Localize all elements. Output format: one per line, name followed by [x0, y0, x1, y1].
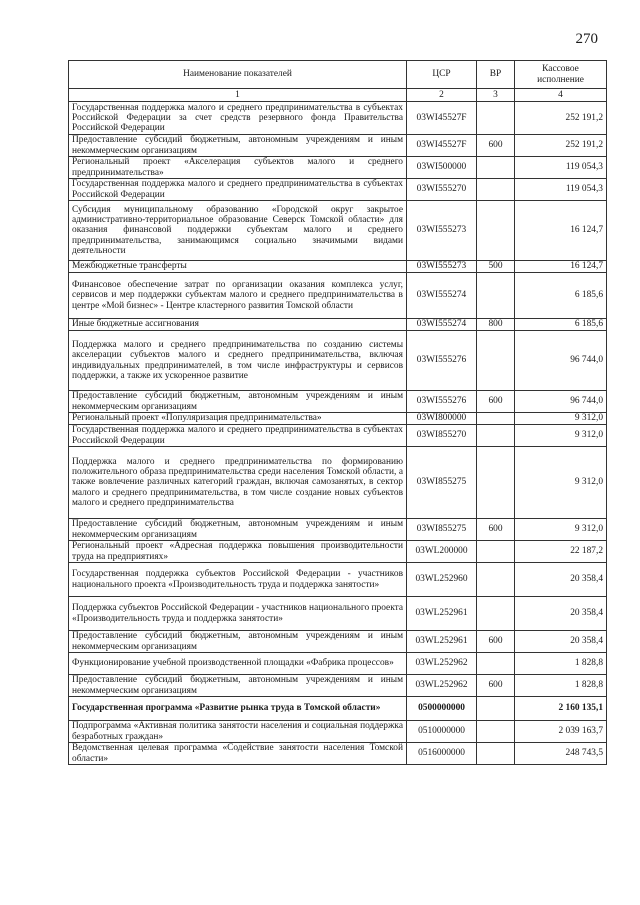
row-vr	[477, 743, 515, 765]
table-row	[69, 425, 607, 447]
row-name: Поддержка субъектов Российской Федерации - участников национального проекта «Производительность труда и поддержка занятости»	[69, 597, 407, 631]
row-name: Предоставление субсидий бюджетным, автономным учреждениям и иным некоммерческим организациям	[69, 135, 407, 157]
row-sum: 22 187,2	[515, 541, 607, 563]
row-vr	[477, 697, 515, 721]
row-vr: 600	[477, 519, 515, 541]
row-csr: 03WI855270	[407, 425, 477, 447]
row-csr: 03WI555276	[407, 331, 477, 391]
row-csr: 03WL252961	[407, 631, 477, 653]
table-row	[69, 721, 607, 743]
header-csr: ЦСР	[407, 61, 477, 89]
row-name: Предоставление субсидий бюджетным, автономным учреждениям и иным некоммерческим организациям	[69, 519, 407, 541]
row-vr: 600	[477, 675, 515, 697]
row-vr	[477, 425, 515, 447]
row-sum: 96 744,0	[515, 391, 607, 413]
row-vr	[477, 201, 515, 261]
row-sum: 2 160 135,1	[515, 697, 607, 721]
table-row	[69, 179, 607, 201]
row-name: Государственная программа «Развитие рынка труда в Томской области»	[69, 697, 407, 721]
row-csr: 03WI555274	[407, 319, 477, 331]
row-csr: 03WI45527F	[407, 135, 477, 157]
row-csr: 03WI500000	[407, 157, 477, 179]
row-name: Региональный проект «Популяризация предпринимательства»	[69, 413, 407, 425]
row-name: Межбюджетные трансферты	[69, 261, 407, 273]
row-sum: 20 358,4	[515, 631, 607, 653]
row-name: Финансовое обеспечение затрат по организации оказания комплекса услуг, сервисов и мер поддержки субъектам малого и среднего предпринимательства в центре «Мой бизнес» - Центре кластерного развития Томской области	[69, 273, 407, 319]
row-csr: 03WI800000	[407, 413, 477, 425]
row-csr: 0500000000	[407, 697, 477, 721]
row-sum: 1 828,8	[515, 675, 607, 697]
table-row	[69, 391, 607, 413]
row-sum: 119 054,3	[515, 179, 607, 201]
row-csr: 03WI555276	[407, 391, 477, 413]
row-vr	[477, 563, 515, 597]
row-sum: 1 828,8	[515, 653, 607, 675]
row-csr: 03WL252961	[407, 597, 477, 631]
row-sum: 6 185,6	[515, 319, 607, 331]
row-name: Подпрограмма «Активная политика занятости населения и социальная поддержка безработных граждан»	[69, 721, 407, 743]
row-name: Государственная поддержка малого и среднего предпринимательства в субъектах Российской Федерации	[69, 179, 407, 201]
table-row	[69, 319, 607, 331]
table-row	[69, 413, 607, 425]
table-row	[69, 541, 607, 563]
table-row	[69, 743, 607, 765]
row-sum: 9 312,0	[515, 413, 607, 425]
index-cell: 2	[407, 89, 477, 102]
row-vr	[477, 102, 515, 135]
row-sum: 252 191,2	[515, 135, 607, 157]
table-row	[69, 201, 607, 261]
row-name: Государственная поддержка малого и среднего предпринимательства в субъектах Российской Федерации за счет средств резервного фонда Правительства Российской Федерации	[69, 102, 407, 135]
table-row	[69, 102, 607, 135]
row-name: Предоставление субсидий бюджетным, автономным учреждениям и иным некоммерческим организациям	[69, 391, 407, 413]
row-vr: 800	[477, 319, 515, 331]
row-sum: 9 312,0	[515, 425, 607, 447]
row-vr: 600	[477, 391, 515, 413]
row-csr: 03WI555270	[407, 179, 477, 201]
header-name: Наименование показателей	[69, 61, 407, 89]
row-vr	[477, 653, 515, 675]
row-csr: 03WI855275	[407, 447, 477, 519]
row-name: Региональный проект «Адресная поддержка повышения производительности труда на предприятиях»	[69, 541, 407, 563]
row-vr: 500	[477, 261, 515, 273]
index-cell: 3	[477, 89, 515, 102]
row-sum: 20 358,4	[515, 597, 607, 631]
header-vr: ВР	[477, 61, 515, 89]
row-vr	[477, 157, 515, 179]
table-row	[69, 273, 607, 319]
row-name: Иные бюджетные ассигнования	[69, 319, 407, 331]
row-name: Предоставление субсидий бюджетным, автономным учреждениям и иным некоммерческим организациям	[69, 631, 407, 653]
row-csr: 03WI555273	[407, 201, 477, 261]
table-row	[69, 447, 607, 519]
row-sum: 119 054,3	[515, 157, 607, 179]
row-csr: 03WI555274	[407, 273, 477, 319]
row-name: Предоставление субсидий бюджетным, автономным учреждениям и иным некоммерческим организациям	[69, 675, 407, 697]
row-sum: 9 312,0	[515, 447, 607, 519]
table-row	[69, 597, 607, 631]
row-name: Поддержка малого и среднего предпринимательства по созданию системы акселерации субъектов малого и среднего предпринимательства, включая индивидуальных предпринимателей, в том числе инфраструктуры и сервисов поддержки, а также их ускоренное развитие	[69, 331, 407, 391]
table-row	[69, 331, 607, 391]
row-csr: 03WL252962	[407, 675, 477, 697]
row-sum: 16 124,7	[515, 261, 607, 273]
row-name: Государственная поддержка субъектов Российской Федерации - участников национального проекта «Производительность труда и поддержка занятости»	[69, 563, 407, 597]
row-sum: 248 743,5	[515, 743, 607, 765]
table-row	[69, 135, 607, 157]
row-csr: 0516000000	[407, 743, 477, 765]
row-csr: 03WI45527F	[407, 102, 477, 135]
row-vr	[477, 447, 515, 519]
row-vr	[477, 179, 515, 201]
header-sum: Кассовое исполнение	[515, 61, 607, 89]
row-name: Государственная поддержка малого и среднего предпринимательства в субъектах Российской Федерации	[69, 425, 407, 447]
row-vr: 600	[477, 135, 515, 157]
row-name: Субсидия муниципальному образованию «Городской округ закрытое административно-территориальное образование Северск Томской области» для оказания финансовой поддержки субъектам малого и среднего предпринимательства, занимающимся социально значимыми видами деятельности	[69, 201, 407, 261]
row-sum: 252 191,2	[515, 102, 607, 135]
row-vr	[477, 721, 515, 743]
row-vr	[477, 331, 515, 391]
index-cell: 4	[515, 89, 607, 102]
table-row	[69, 157, 607, 179]
row-vr	[477, 273, 515, 319]
table-row	[69, 675, 607, 697]
table-row	[69, 519, 607, 541]
row-name: Поддержка малого и среднего предпринимательства по формированию положительного образа предпринимательства среди населения Томской области, а также вовлечение различных категорий граждан, включая самозанятых, в сектор малого и среднего предпринимательства, в том числе создание новых субъектов малого и среднего предпринимательства	[69, 447, 407, 519]
table-row	[69, 653, 607, 675]
row-name: Региональный проект «Акселерация субъектов малого и среднего предпринимательства»	[69, 157, 407, 179]
row-sum: 96 744,0	[515, 331, 607, 391]
row-vr	[477, 413, 515, 425]
row-csr: 03WL252962	[407, 653, 477, 675]
row-vr: 600	[477, 631, 515, 653]
row-sum: 6 185,6	[515, 273, 607, 319]
row-name: Функционирование учебной производственной площадки «Фабрика процессов»	[69, 653, 407, 675]
table-row	[69, 631, 607, 653]
row-sum: 2 039 163,7	[515, 721, 607, 743]
row-name: Ведомственная целевая программа «Содействие занятости населения Томской области»	[69, 743, 407, 765]
table-row	[69, 563, 607, 597]
row-csr: 03WL200000	[407, 541, 477, 563]
index-cell: 1	[69, 89, 407, 102]
budget-table	[68, 60, 607, 765]
row-sum: 16 124,7	[515, 201, 607, 261]
row-csr: 03WI555273	[407, 261, 477, 273]
row-vr	[477, 541, 515, 563]
row-vr	[477, 597, 515, 631]
table-body	[69, 102, 607, 765]
row-csr: 03WI855275	[407, 519, 477, 541]
page-number: 270	[575, 31, 598, 47]
row-sum: 9 312,0	[515, 519, 607, 541]
row-csr: 0510000000	[407, 721, 477, 743]
table-row	[69, 697, 607, 721]
table-row	[69, 261, 607, 273]
row-sum: 20 358,4	[515, 563, 607, 597]
row-csr: 03WL252960	[407, 563, 477, 597]
